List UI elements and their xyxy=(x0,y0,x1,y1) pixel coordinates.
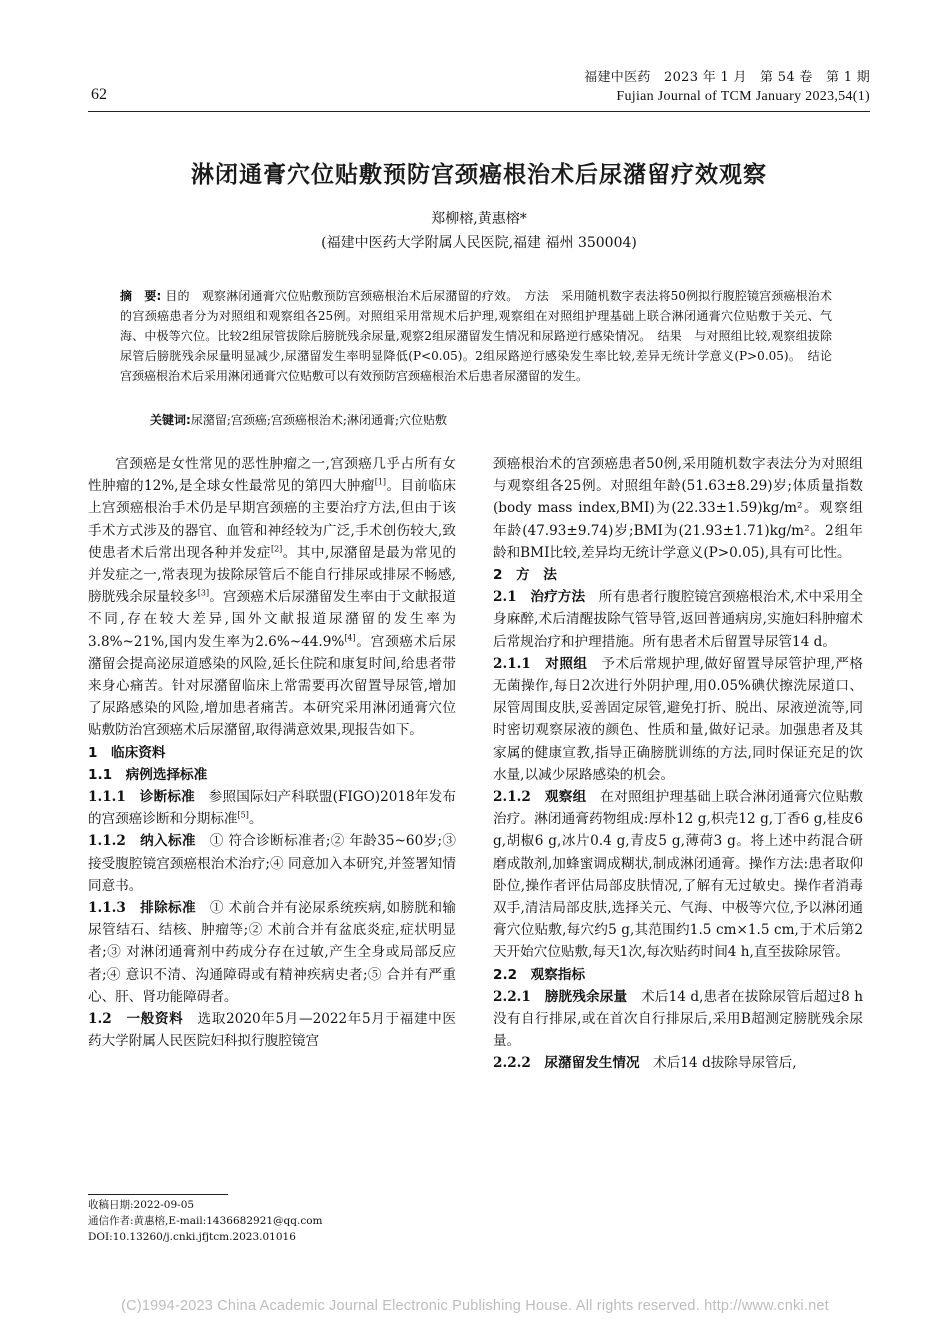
paragraph: 2.2.1 膀胱残余尿量 术后14 d,患者在拔除尿管后超过8 h没有自行排尿,或在首次自行排尿后,采用B超测定膀胱残余尿量。 xyxy=(493,988,864,1050)
keywords-label: 关键词: xyxy=(150,413,191,427)
subsection-heading: 2.2 观察指标 xyxy=(493,966,586,983)
abstract-text: 目的 观察淋闭通膏穴位贴敷预防宫颈癌根治术后尿潴留的疗效。 方法 采用随机数字表法将50例拟行腹腔镜宫颈癌根治术的宫颈癌患者分为对照组和观察组各25例。对照组采用常规术后护理,观察组在对照组护理基础上联合淋闭通膏穴位贴敷于关元、气海、中极等穴位。比较2组尿管拔除后膀胱残余尿量,观察2组尿潴留发生情况和尿路逆行感染情况。 结果 与对照组比较,观察组拔除尿管后膀胱残余尿量明显减少,尿潴留发生率明显降低(P<0.05)。2组尿路逆行感染发生率比较,差异无统计学意义(P>0.05)。 结论 宫颈癌根治术后采用淋闭通膏穴位贴敷可以有效预防宫颈癌根治术后患者尿潴留的发生。 xyxy=(120,289,845,383)
body-right-column xyxy=(493,453,863,1075)
paragraph: 2.2.2 尿潴留发生情况 术后14 d拔除导尿管后, xyxy=(493,1055,797,1072)
copyright-watermark: (C)1994-2023 China Academic Journal Electronic Publishing House. All rights reserved. http://www.cnki.net xyxy=(121,1298,829,1314)
article-affiliation: (福建中医药大学附属人民医院,福建 福州 350004) xyxy=(321,235,637,251)
citation: [3] xyxy=(197,588,210,598)
footnotes xyxy=(88,1197,468,1245)
citation: [2] xyxy=(270,544,283,554)
header-rule xyxy=(88,111,870,112)
article-title: 淋闭通膏穴位贴敷预防宫颈癌根治术后尿潴留疗效观察 xyxy=(191,162,767,188)
subsection-heading: 1.1 病例选择标准 xyxy=(88,766,208,783)
section-heading: 2 方 法 xyxy=(493,567,557,584)
paragraph: 1.1.3 排除标准 ① 术前合并有泌尿系统疾病,如膀胱和输尿管结石、结核、肿瘤等;② 术前合并有盆底炎症,症状明显者;③ 对淋闭通膏剂中药成分存在过敏,产生全身或局部反应者;④ 意识不清、沟通障碍或有精神疾病史者;⑤ 合并有严重心、肝、肾功能障碍者。 xyxy=(88,900,456,1005)
abstract-label: 摘 要: xyxy=(120,289,162,303)
paragraph: 1.2 一般资料 选取2020年5月—2022年5月于福建中医药大学附属人民医院妇科拟行腹腔镜宫 xyxy=(88,1011,456,1050)
body-left-column xyxy=(88,453,456,1052)
paragraph: 1.1.2 纳入标准 ① 符合诊断标准者;② 年龄35~60岁;③ 接受腹腔镜宫颈癌根治术治疗;④ 同意加入本研究,并签署知情同意书。 xyxy=(88,833,457,894)
journal-header-cn: 福建中医药 2023 年 1 月 第 54 卷 第 1 期 xyxy=(584,70,870,85)
footnote-corresponding: 通信作者:黄惠榕,E-mail:1436682921@qq.com xyxy=(88,1215,323,1227)
citation: [1] xyxy=(374,477,387,487)
paragraph: 2.1.1 对照组 予术后常规护理,做好留置导尿管护理,严格无菌操作,每日2次进行外阴护理,用0.05%碘伏擦洗尿道口、尿管周围皮肤,妥善固定尿管,避免打折、脱出、尿液逆流等,同时密切观察尿液的颜色、性质和量,做好记录。加强患者及其家属的健康宣教,指导正确膀胱训练的方法,同时保证充足的饮水量,以减少尿路感染的机会。 xyxy=(493,655,863,783)
citation: [5] xyxy=(237,810,249,820)
footnote-rule xyxy=(88,1194,228,1195)
citation: [4] xyxy=(344,633,356,643)
section-heading: 1 临床资料 xyxy=(88,744,166,761)
paragraph: 颈癌根治术的宫颈癌患者50例,采用随机数字表法分为对照组与观察组各25例。对照组年龄(51.63±8.29)岁;体质量指数(body mass index,BMI)为(22.33±1.59)kg/m²。观察组年龄(47.93±9.74)岁;BMI为(21.93±1.71)kg/m²。2组年龄和BMI比较,差异均无统计学意义(P>0.05),具有可比性。 xyxy=(493,456,863,561)
paragraph: 1.1.1 诊断标准 参照国际妇产科联盟(FIGO)2018年发布的宫颈癌诊断和分期标准[5]。 xyxy=(88,789,456,828)
footnote-received: 收稿日期:2022-09-05 xyxy=(88,1199,195,1211)
page-number: 62 xyxy=(91,86,107,103)
keywords xyxy=(150,410,830,430)
abstract xyxy=(120,286,845,386)
paragraph: 2.1.2 观察组 在对照组护理基础上联合淋闭通膏穴位贴敷治疗。淋闭通膏药物组成:厚朴12 g,枳壳12 g,丁香6 g,桂皮6 g,胡椒6 g,冰片0.4 g,青皮5 g,薄荷3 g。将上述中药混合研磨成散剂,加蜂蜜调成糊状,制成淋闭通膏。操作方法:患者取仰卧位,操作者评估局部皮肤情况,了解有无过敏史。操作者消毒双手,清洁局部皮肤,选择关元、气海、中极等穴位,予以淋闭通膏穴位贴敷,每穴约5 g,其范围约1.5 cm×1.5 cm,于术后第2天开始穴位贴敷,每天1次,每次贴药时间4 h,直至拔除尿管。 xyxy=(493,789,864,961)
journal-header-en: Fujian Journal of TCM January 2023,54(1) xyxy=(616,89,870,104)
paragraph: 2.1 治疗方法 所有患者行腹腔镜宫颈癌根治术,术中采用全身麻醉,术后清醒拔除气管导管,返回普通病房,实施妇科肿瘤术后常规治疗和护理措施。所有患者术后留置导尿管14 d。 xyxy=(493,589,863,650)
article-authors: 郑柳榕,黄惠榕* xyxy=(431,211,527,227)
keywords-text: 尿潴留;宫颈癌;宫颈癌根治术;淋闭通膏;穴位贴敷 xyxy=(190,413,447,427)
footnote-doi: DOI:10.13260/j.cnki.jfjtcm.2023.01016 xyxy=(88,1231,296,1243)
intro-paragraph: 宫颈癌是女性常见的恶性肿瘤之一,宫颈癌几乎占所有女性肿瘤的12%,是全球女性最常见的第四大肿瘤[1]。目前临床上宫颈癌根治手术仍是早期宫颈癌的主要治疗方法,但由于该手术方式涉及的器官、血管和神经较为广泛,手术创伤较大,致使患者术后常出现各种并发症[2]。其中,尿潴留是最为常见的并发症之一,常表现为拔除尿管后不能自行排尿或排尿不畅感,膀胱残余尿量较多[3]。宫颈癌术后尿潴留发生率由于文献报道不同,存在较大差异,国外文献报道尿潴留的发生率为3.8%~21%,国内发生率为2.6%~44.9%[4]。宫颈癌术后尿潴留会提高泌尿道感染的风险,延长住院和康复时间,给患者带来身心痛苦。针对尿潴留临床上常需要再次留置导尿管,增加了尿路感染的风险,增加患者痛苦。本研究采用淋闭通膏穴位贴敷防治宫颈癌术后尿潴留,取得满意效果,现报告如下。 xyxy=(88,456,457,739)
